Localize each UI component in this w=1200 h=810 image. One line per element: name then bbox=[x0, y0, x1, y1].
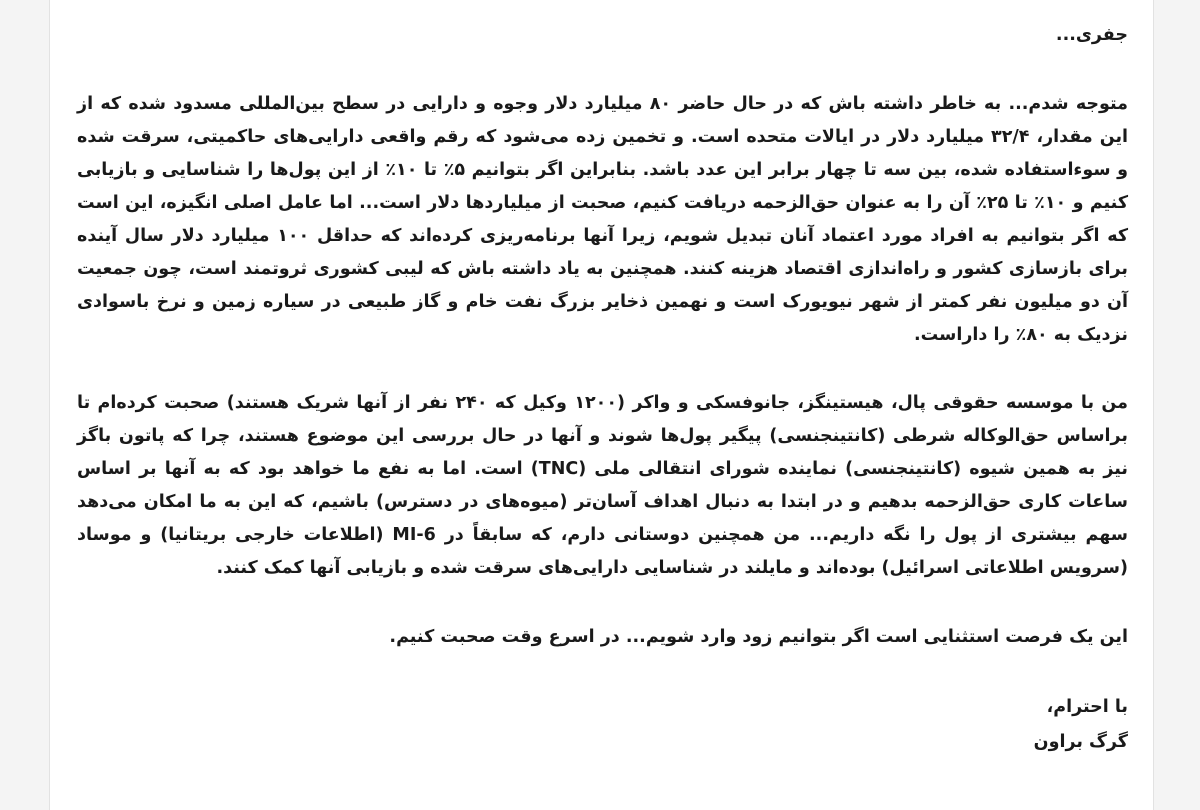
paragraph-spacer bbox=[77, 53, 1128, 88]
paragraph-2: من با موسسه حقوقی پال، هیستینگز، جانوفسکی و واکر (۱۲۰۰ وکیل که ۲۴۰ نفر از آنها شریک هستند) صحبت کرده‌ام تا براساس حق‌الوکاله شرطی (کانتینجنسی) پیگیر پول‌ها شوند و آنها در حال بررسی این موضوع هستند، چرا که پاتون باگز نیز به همین شیوه (کانتینجنسی) نماینده شورای انتقالی ملی (TNC) است. اما به نفع ما خواهد بود که به آنها بر اساس ساعات کاری حق‌الزحمه بدهیم و در ابتدا به دنبال اهداف آسان‌تر (میوه‌های در دسترس) باشیم، که این به ما امکان می‌دهد سهم بیشتری از پول را نگه داریم... من همچنین دوستانی دارم، که سابقاً در MI-6 (اطلاعات خارجی بریتانیا) و موساد (سرویس اطلاعاتی اسرائیل) بوده‌اند و مایلند در شناسایی دارایی‌های سرقت شده و بازیابی آنها کمک کنند. bbox=[77, 393, 1129, 578]
paragraph-spacer bbox=[77, 655, 1128, 690]
signature: گرگ براون bbox=[1033, 732, 1128, 752]
paragraph-1: متوجه شدم... به خاطر داشته باش که در حال حاضر ۸۰ میلیارد دلار وجوه و دارایی در سطح بین‌المللی مسدود شده که از این مقدار، ۳۲/۴ میلیارد دلار در ایالات متحده است. و تخمین زده می‌شود که رقم واقعی دارایی‌های حاکمیتی، سرقت شده و سوءاستفاده شده، بین سه تا چهار برابر این عدد باشد. بنابراین اگر بتوانیم ۵٪ تا ۱۰٪ از این پول‌ها را شناسایی و بازیابی کنیم و ۱۰٪ تا ۲۵٪ آن را به عنوان حق‌الزحمه دریافت کنیم، صحبت از میلیاردها دلار است... اما عامل اصلی انگیزه، این است که اگر بتوانیم به افراد مورد اعتماد آنان تبدیل شویم، زیرا آنها برنامه‌ریزی کرده‌اند که حداقل ۱۰۰ میلیارد دلار سال آینده برای بازسازی کشور و راه‌اندازی اقتصاد هزینه کنند. همچنین به یاد داشته باش که لیبی کشوری ثروتمند است، چون جمعیت آن دو میلیون نفر کمتر از شهر نیویورک است و نهمین ذخایر بزرگ نفت خام و گاز طبیعی در سیاره زمین و نرخ باسوادی نزدیک به ۸۰٪ را داراست. bbox=[77, 94, 1129, 345]
paragraph-3: این یک فرصت استثنایی است اگر بتوانیم زود وارد شویم... در اسرع وقت صحبت کنیم. bbox=[389, 627, 1128, 647]
letter-body bbox=[77, 18, 1128, 760]
document-page bbox=[49, 0, 1154, 810]
paragraph-spacer bbox=[77, 585, 1128, 620]
closing: با احترام، bbox=[1046, 697, 1128, 717]
paragraph-spacer bbox=[77, 352, 1128, 387]
greeting: جفری... bbox=[1055, 25, 1128, 45]
